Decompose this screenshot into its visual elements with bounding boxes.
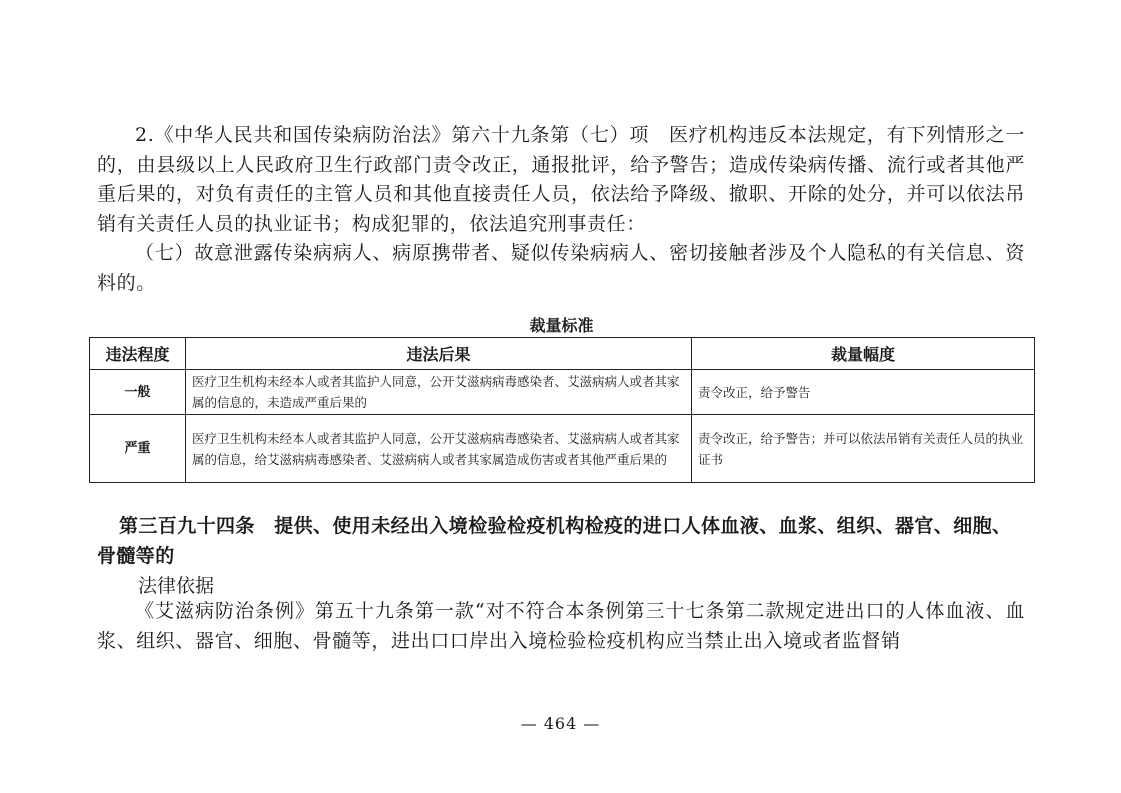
row-range: 责令改正，给予警告 (692, 370, 1035, 415)
legal-basis-label: 法律依据 (138, 575, 215, 597)
page-number: — 464 — (520, 714, 601, 733)
section-heading: 第三百九十四条 提供、使用未经出入境检验检疫机构检疫的进口人体血液、血浆、组织、器官、细胞、骨髓等的 (97, 515, 1012, 567)
row-range: 责令改正，给予警告；并可以依法吊销有关责任人员的执业证书 (692, 415, 1035, 483)
row-level: 一般 (90, 370, 186, 415)
header-violation-consequence: 违法后果 (186, 338, 692, 370)
table-row (90, 415, 1035, 483)
body-paragraph-2: （七）故意泄露传染病病人、病原携带者、疑似传染病病人、密切接触者涉及个人隐私的有关信息、资料的。 (97, 242, 1025, 294)
table-row (90, 370, 1035, 415)
row-consequence: 医疗卫生机构未经本人或者其监护人同意，公开艾滋病病毒感染者、艾滋病病人或者其家属的信息，给艾滋病病毒感染者、艾滋病病人或者其家属造成伤害或者其他严重后果的 (186, 415, 692, 483)
header-violation-degree: 违法程度 (90, 338, 186, 370)
table-caption: 裁量标准 (529, 316, 594, 335)
row-consequence: 医疗卫生机构未经本人或者其监护人同意，公开艾滋病病毒感染者、艾滋病病人或者其家属的信息的，未造成严重后果的 (186, 370, 692, 415)
body-paragraph-1: 2.《中华人民共和国传染病防治法》第六十九条第（七）项 医疗机构违反本法规定，有下列情形之一的，由县级以上人民政府卫生行政部门责令改正，通报批评，给予警告；造成传染病传播、流行或者其他严重后果的，对负有责任的主管人员和其他直接责任人员，依法给予降级、撤职、开除的处分，并可以依法吊销有关责任人员的执业证书；构成犯罪的，依法追究刑事责任： (97, 124, 1025, 235)
header-discretion-range: 裁量幅度 (692, 338, 1035, 370)
discretion-standard-table (89, 337, 1035, 483)
table-header-row (90, 338, 1035, 370)
body-paragraph-3: 《艾滋病防治条例》第五十九条第一款“对不符合本条例第三十七条第二款规定进出口的人体血液、血浆、组织、器官、细胞、骨髓等，进出口口岸出入境检验检疫机构应当禁止出入境或者监督销 (97, 600, 1025, 652)
row-level: 严重 (90, 415, 186, 483)
